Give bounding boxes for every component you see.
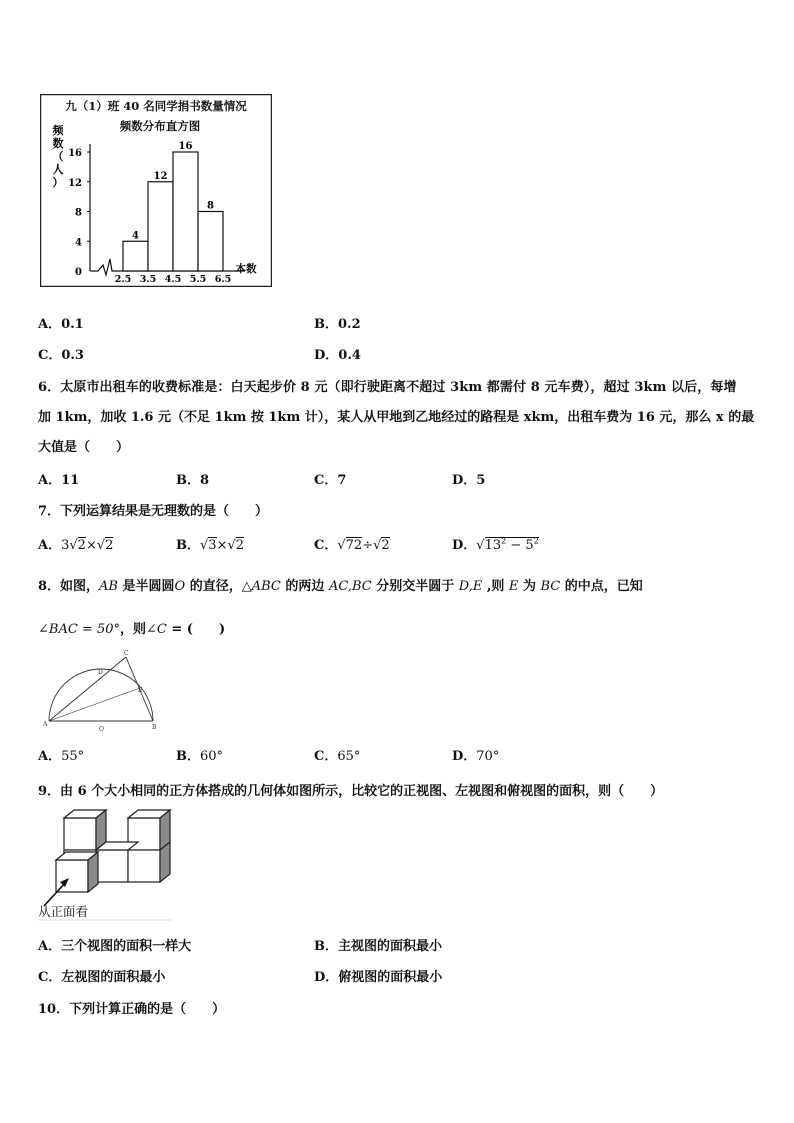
radical-icon: √: [373, 538, 382, 553]
q7-option-d[interactable]: [452, 534, 539, 554]
q5-option-c-letter: C．: [38, 348, 62, 363]
y-tick-label: 4: [75, 237, 82, 249]
q9-option-b-text: 主视图的面积最小: [338, 939, 443, 954]
q7-option-a-radicand1: 2: [77, 538, 86, 553]
q8-option-b-letter: B．: [176, 749, 200, 764]
q7-option-b-op: ×: [216, 538, 228, 553]
q10-stem: 10．下列计算正确的是（ ）: [38, 1002, 226, 1017]
bar-value-label: 4: [132, 230, 139, 242]
q7-option-a-op: ×: [85, 538, 97, 553]
q6-option-c-text: 7: [337, 473, 347, 488]
histogram-figure: [40, 94, 272, 287]
q8-math-ab: AB: [99, 579, 118, 594]
histogram-chart: [40, 94, 272, 287]
radical-icon: √: [337, 538, 346, 553]
q7-option-d-letter: D．: [452, 538, 477, 553]
x-tick-label: 3.5: [139, 274, 157, 285]
y-axis-label-char: （: [52, 150, 64, 163]
q8-option-b[interactable]: [176, 745, 223, 764]
q9-option-c-text: 左视图的面积最小: [61, 970, 166, 985]
q6-option-d-letter: D．: [452, 473, 477, 488]
q8-text: ，则: [119, 622, 146, 637]
q6-option-b[interactable]: [176, 469, 209, 488]
q5-option-b[interactable]: [314, 313, 361, 332]
x-tick-label: 5.5: [189, 274, 207, 285]
q8-text: 为: [518, 579, 541, 594]
y-axis-label-char: ）: [52, 176, 64, 189]
chart-title-line2: 频数分布直方图: [119, 119, 201, 133]
q9-option-d-text: 俯视图的面积最小: [338, 970, 443, 985]
q6-option-b-letter: B．: [176, 473, 200, 488]
q9-option-a-text: 三个视图的面积一样大: [61, 939, 192, 954]
radical-icon: √: [96, 538, 106, 553]
y-tick-label: 12: [68, 177, 82, 189]
q9-option-b-letter: B．: [314, 939, 338, 954]
q6-option-a-text: 11: [61, 473, 80, 488]
q7-option-a-letter: A．: [38, 538, 62, 553]
q9-option-a[interactable]: [38, 935, 191, 954]
y-axis-label-char: 数: [52, 137, 64, 150]
q5-option-d-letter: D．: [314, 348, 339, 363]
q7-option-d-exp-b: 2: [533, 536, 539, 546]
point-label-b: B: [152, 724, 157, 731]
q8-text: = ( ): [166, 622, 226, 637]
q8-stem-line2: [38, 618, 758, 637]
q8-option-d[interactable]: [452, 745, 499, 764]
q8-text: 的中点，已知: [560, 579, 643, 594]
cube-figure-caption: 从正面看: [38, 904, 89, 919]
q8-option-c-letter: C．: [314, 749, 338, 764]
q5-option-c[interactable]: [38, 344, 84, 363]
q8-option-c-text: 65°: [337, 749, 361, 764]
q7-option-c-radicand2: 2: [381, 538, 390, 553]
q7-option-c-op: ÷: [362, 538, 374, 553]
q8-option-c[interactable]: [314, 745, 360, 764]
q8-text: 8．如图，: [38, 579, 100, 594]
point-label-a: A: [43, 721, 48, 728]
q9-option-a-letter: A．: [38, 939, 62, 954]
x-tick-label: 4.5: [164, 274, 182, 285]
q9-stem: 9．由 6 个大小相同的正方体搭成的几何体如图所示，比较它的正视图、左视图和俯视图的面积，则（ ）: [38, 784, 664, 799]
point-label-e: E: [138, 687, 143, 694]
q7-option-a-radicand2: 2: [105, 538, 114, 553]
q5-option-b-text: 0.2: [338, 317, 361, 332]
x-tick-label: 6.5: [214, 274, 232, 285]
q9-option-c[interactable]: [38, 966, 165, 985]
q9-option-d-letter: D．: [314, 970, 339, 985]
q8-option-a-letter: A．: [38, 749, 62, 764]
q8-stem-line1: [38, 575, 758, 594]
q8-math-e: E: [508, 579, 519, 594]
q9-option-b[interactable]: [314, 935, 442, 954]
q6-option-a[interactable]: [38, 469, 79, 488]
q8-option-b-text: 60°: [200, 749, 224, 764]
q5-option-d[interactable]: [314, 344, 361, 363]
q8-text: 分别交半圆于: [371, 579, 459, 594]
q8-option-a-text: 55°: [61, 749, 85, 764]
histogram-bar: [148, 182, 173, 271]
q8-math-angle-bac: ∠BAC = 50°: [38, 622, 120, 637]
radical-icon: √: [476, 538, 485, 553]
q6-option-d[interactable]: [452, 469, 485, 488]
q7-option-d-base-b: 5: [525, 538, 534, 553]
q7-option-a[interactable]: [38, 534, 113, 554]
q7-option-c-radicand1: 72: [345, 538, 363, 553]
q7-option-d-minus: −: [506, 538, 526, 553]
y-axis-label-char: 频: [52, 124, 64, 137]
q8-math-acbc: AC,BC: [328, 579, 372, 594]
chart-title-line1: 九（1）班 40 名同学捐书数量情况: [65, 99, 247, 113]
q7-option-c-letter: C．: [314, 538, 338, 553]
q8-math-o: O: [174, 579, 186, 594]
y-tick-label: 0: [75, 267, 82, 278]
q7-option-b-radicand2: 2: [235, 538, 245, 553]
q6-option-b-text: 8: [200, 473, 210, 488]
q7-option-d-exp-a: 2: [501, 536, 507, 546]
q8-text: 是半圆圆: [118, 579, 175, 594]
point-label-o: O: [99, 726, 104, 733]
q5-option-a[interactable]: [38, 313, 84, 332]
point-label-c: C: [124, 650, 129, 657]
histogram-bar: [198, 212, 223, 272]
point-label-d: D: [98, 669, 103, 676]
q6-option-c-letter: C．: [314, 473, 338, 488]
q7-option-d-radicand: [485, 537, 539, 553]
q8-text: ,则: [482, 579, 509, 594]
q8-text: 的直径，: [185, 579, 242, 594]
q9-option-d[interactable]: [314, 966, 442, 985]
q6-option-a-letter: A．: [38, 473, 62, 488]
q8-math-triangle: △ABC: [241, 579, 281, 594]
q5-option-d-text: 0.4: [338, 348, 361, 363]
q5-option-c-text: 0.3: [61, 348, 84, 363]
q8-text: 的两边: [280, 579, 329, 594]
radical-icon: √: [227, 538, 236, 553]
x-axis-label: 本数: [235, 263, 257, 275]
q8-math-bc: BC: [540, 579, 561, 594]
cube-stack-figure: [38, 808, 172, 922]
q7-option-c[interactable]: [314, 534, 390, 554]
q7-option-d-base-a: 13: [484, 538, 502, 553]
q5-option-b-letter: B．: [314, 317, 338, 332]
histogram-bar: [173, 152, 198, 271]
bar-value-label: 8: [207, 200, 214, 212]
q7-option-b-radicand1: 3: [208, 538, 217, 553]
q7-option-a-coef: 3: [61, 538, 70, 553]
q7-option-b[interactable]: [176, 534, 244, 554]
q5-option-a-letter: A．: [38, 317, 62, 332]
y-tick-label: 8: [75, 207, 82, 219]
radical-icon: √: [69, 538, 78, 553]
q6-option-c[interactable]: [314, 469, 346, 488]
semicircle-figure: [40, 648, 162, 734]
y-tick-label: 16: [68, 148, 82, 159]
q8-option-a[interactable]: [38, 745, 84, 764]
q9-option-c-letter: C．: [38, 970, 62, 985]
x-tick-label: 2.5: [114, 274, 132, 285]
q8-option-d-letter: D．: [452, 749, 477, 764]
q6-stem-line1: 6．太原市出租车的收费标准是：白天起步价 8 元（即行驶距离不超过 3km 都需付 8 元车费），超过 3km 以后，每增: [38, 380, 737, 395]
q6-stem-line3: 大值是（ ）: [38, 440, 130, 455]
q6-option-d-text: 5: [476, 473, 486, 488]
q8-option-d-text: 70°: [476, 749, 500, 764]
q8-math-de: D,E: [458, 579, 483, 594]
q5-option-a-text: 0.1: [61, 317, 84, 332]
q7-option-b-letter: B．: [176, 538, 200, 553]
histogram-bar: [123, 241, 148, 271]
radical-icon: √: [200, 538, 209, 553]
q6-stem-line2: 加 1km，加收 1.6 元（不足 1km 按 1km 计），某人从甲地到乙地经过的路程是 xkm，出租车费为 16 元，那么 x 的最: [38, 410, 755, 425]
y-axis-label-char: 人: [52, 163, 64, 176]
bar-value-label: 12: [153, 170, 168, 182]
q8-math-angle-c: ∠C: [146, 622, 167, 637]
q7-stem: 7．下列运算结果是无理数的是（ ）: [38, 504, 269, 519]
bar-value-label: 16: [178, 141, 193, 152]
